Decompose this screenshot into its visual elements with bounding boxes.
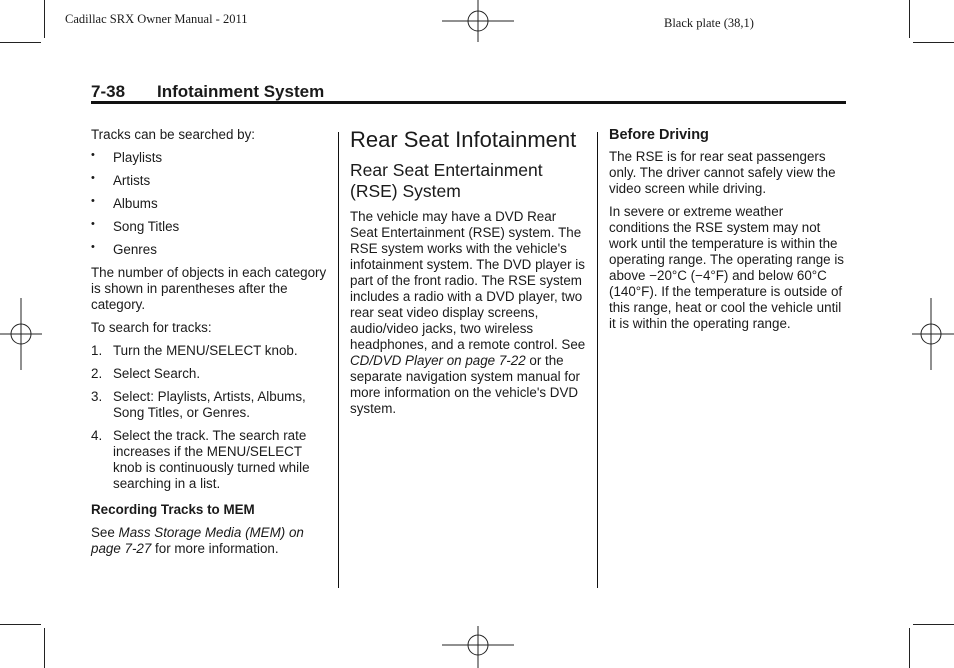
bullet-icon: • xyxy=(91,172,95,184)
column-3 xyxy=(609,127,846,339)
list-item: • Song Titles xyxy=(91,218,180,234)
paragraph: To search for tracks: xyxy=(91,320,212,335)
paragraph: The number of objects in each category is shown in parentheses after the category. xyxy=(91,265,327,312)
column-2 xyxy=(350,127,586,424)
registration-mark-top xyxy=(440,0,516,42)
crop-mark xyxy=(44,628,45,668)
header-plate-info: Black plate (38,1) xyxy=(664,16,754,30)
search-intro: Tracks can be searched by: xyxy=(91,127,255,142)
crop-mark xyxy=(0,624,41,625)
registration-mark-bottom xyxy=(440,626,516,668)
registration-mark-left xyxy=(0,296,42,372)
step-item: 4. Select the track. The search rate increases if the MENU/SELECT knob is continuously turned while searching in a list. xyxy=(91,428,310,491)
list-item: • Artists xyxy=(91,172,151,188)
section-heading: Rear Seat Infotainment xyxy=(350,127,577,152)
subsection-heading: Rear Seat Entertainment (RSE) System xyxy=(350,160,543,201)
bullet-icon: • xyxy=(91,241,95,253)
column-divider xyxy=(597,132,598,588)
crop-mark xyxy=(909,628,910,668)
paragraph: In severe or extreme weather conditions the RSE system may not work until the temperature is within the operating range. The operating range is above −20°C (−4°F) and below 60°C (140°F). If the temperature is outside of this range, heat or cool the vehicle until it is within the operating range. xyxy=(609,204,844,331)
header-manual-title: Cadillac SRX Owner Manual - 2011 xyxy=(65,12,248,26)
cross-reference-link[interactable]: Mass Storage Media (MEM) on page 7-27 xyxy=(91,525,304,556)
step-item: 3. Select: Playlists, Artists, Albums, Song Titles, or Genres. xyxy=(91,389,306,420)
column-divider xyxy=(338,132,339,588)
step-item: 2. Select Search. xyxy=(91,366,201,381)
page-title xyxy=(91,82,846,102)
step-item: 1. Turn the MENU/SELECT knob. xyxy=(91,343,298,358)
crop-mark xyxy=(913,42,954,43)
registration-mark-right xyxy=(912,296,954,372)
paragraph: See Mass Storage Media (MEM) on page 7-27 for more information. xyxy=(91,525,304,556)
bullet-icon: • xyxy=(91,149,95,161)
section-title: Infotainment System xyxy=(157,82,325,101)
bullet-icon: • xyxy=(91,218,95,230)
paragraph: The RSE is for rear seat passengers only. The driver cannot safely view the video screen while driving. xyxy=(609,149,836,196)
subheading-before-driving: Before Driving xyxy=(609,127,709,143)
paragraph: The vehicle may have a DVD Rear Seat Entertainment (RSE) system. The RSE system works with the vehicle's infotainment system. The DVD player is part of the front radio. The RSE system includes a radio with a DVD player, two rear seat video display screens, audio/video jacks, two wireless headphones, and a remote control. See CD/DVD Player on page 7-22 or the separate navigation system manual for more information on the vehicle's DVD system. xyxy=(350,209,586,416)
crop-mark xyxy=(909,0,910,38)
list-item: • Playlists xyxy=(91,149,163,165)
page-number: 7-38 xyxy=(91,82,126,101)
list-item: • Genres xyxy=(91,241,157,257)
crop-mark xyxy=(913,624,954,625)
column-1 xyxy=(91,127,331,564)
crop-mark xyxy=(0,42,41,43)
title-rule xyxy=(91,101,846,104)
cross-reference-link[interactable]: CD/DVD Player on page 7-22 xyxy=(350,353,526,368)
bullet-icon: • xyxy=(91,195,95,207)
crop-mark xyxy=(44,0,45,38)
subheading-recording-tracks: Recording Tracks to MEM xyxy=(91,502,255,517)
list-item: • Albums xyxy=(91,195,158,211)
